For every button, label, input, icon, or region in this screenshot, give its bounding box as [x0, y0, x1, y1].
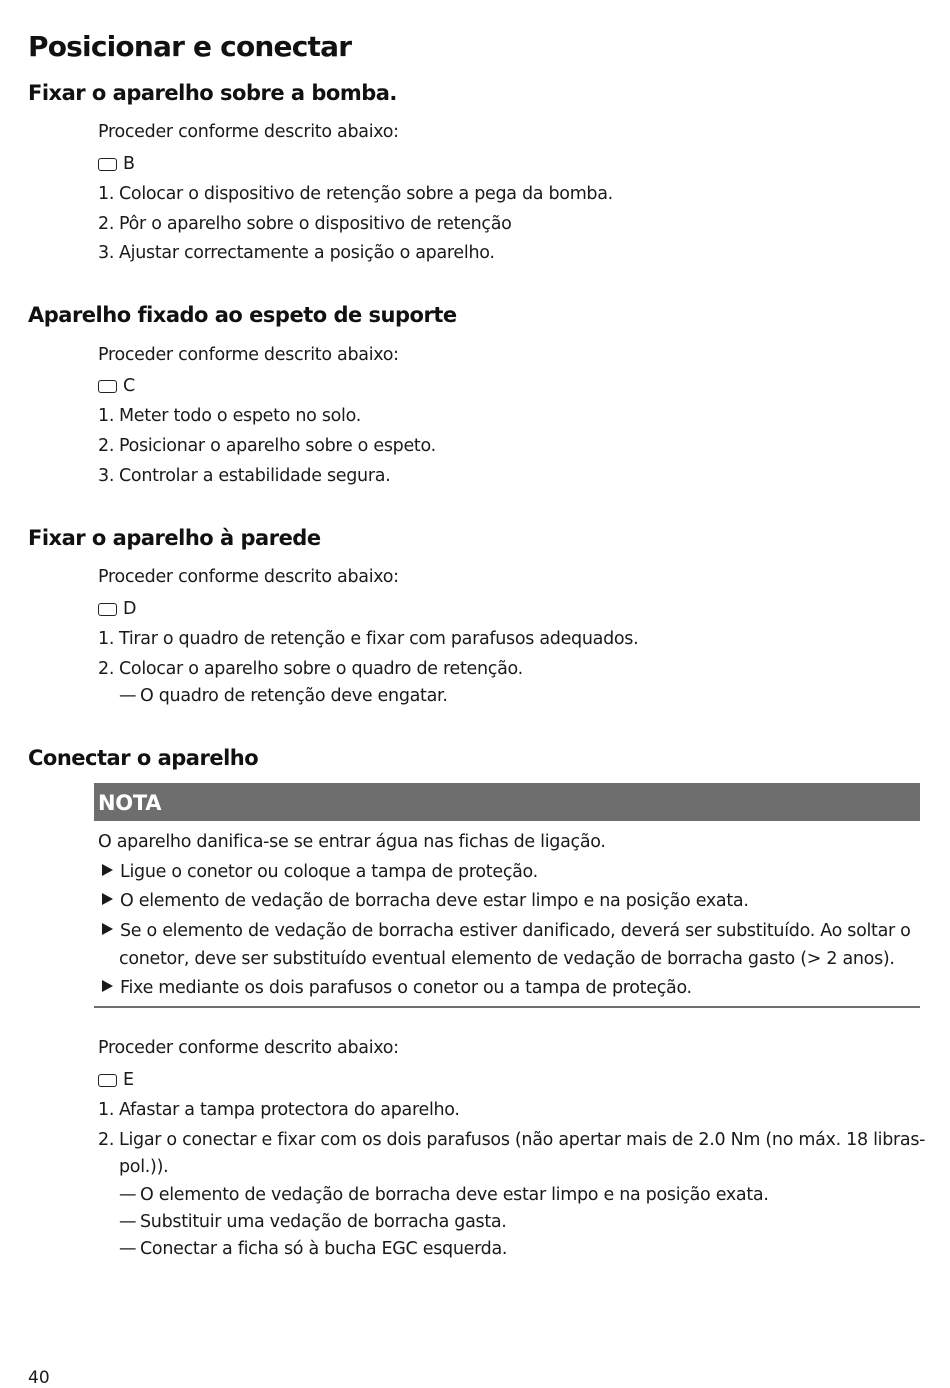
step-continuation: pol.)). [119, 1157, 169, 1177]
section-intro: Proceder conforme descrito abaixo: [98, 345, 399, 365]
figure-label: D [123, 599, 137, 619]
figure-ref [98, 1068, 134, 1092]
section-heading-wall: Fixar o aparelho à parede [28, 526, 321, 550]
section-intro: Proceder conforme descrito abaixo: [98, 567, 399, 587]
sub-item: — O quadro de retenção deve engatar. [119, 686, 448, 706]
note-header: NOTA [94, 783, 920, 821]
figure-label: E [123, 1070, 134, 1090]
step-item: 2. Pôr o aparelho sobre o dispositivo de retenção [98, 214, 512, 234]
figure-label: B [123, 154, 135, 174]
section-heading-spike: Aparelho fixado ao espeto de suporte [28, 303, 457, 327]
page-number: 40 [28, 1368, 50, 1388]
figure-ref [98, 597, 136, 621]
figure-ref [98, 152, 135, 176]
figure-label: C [123, 376, 135, 396]
triangle-bullet-icon [102, 893, 113, 905]
page-title: Posicionar e conectar [28, 30, 352, 63]
note-bottom-rule [94, 1006, 920, 1008]
sub-item: — Substituir uma vedação de borracha gasta. [119, 1212, 507, 1232]
step-item: 2. Ligar o conectar e fixar com os dois parafusos (não apertar mais de 2.0 Nm (no máx. 18 libras- [98, 1130, 926, 1150]
figure-ref [98, 374, 135, 398]
step-item: 1. Tirar o quadro de retenção e fixar com parafusos adequados. [98, 629, 639, 649]
note-bullet: Fixe mediante os dois parafusos o conetor ou a tampa de proteção. [102, 976, 692, 1000]
step-item: 3. Controlar a estabilidade segura. [98, 466, 391, 486]
step-item: 1. Meter todo o espeto no solo. [98, 406, 361, 426]
note-bullet: Ligue o conetor ou coloque a tampa de proteção. [102, 860, 538, 884]
sub-item: — O elemento de vedação de borracha deve estar limpo e na posição exata. [119, 1185, 769, 1205]
figure-icon [98, 603, 117, 616]
step-item: 2. Colocar o aparelho sobre o quadro de retenção. [98, 659, 523, 679]
step-item: 1. Colocar o dispositivo de retenção sobre a pega da bomba. [98, 184, 613, 204]
note-bullet: O elemento de vedação de borracha deve estar limpo e na posição exata. [102, 889, 749, 913]
section-heading-pump: Fixar o aparelho sobre a bomba. [28, 81, 397, 105]
section-intro: Proceder conforme descrito abaixo: [98, 1038, 399, 1058]
triangle-bullet-icon [102, 864, 113, 876]
section-intro: Proceder conforme descrito abaixo: [98, 122, 399, 142]
step-item: 1. Afastar a tampa protectora do aparelho. [98, 1100, 460, 1120]
triangle-bullet-icon [102, 980, 113, 992]
figure-icon [98, 158, 117, 171]
sub-item: — Conectar a ficha só à bucha EGC esquerda. [119, 1239, 508, 1259]
triangle-bullet-icon [102, 923, 113, 935]
section-heading-connect: Conectar o aparelho [28, 746, 259, 770]
note-bullet-continuation: conetor, deve ser substituído eventual elemento de vedação de borracha gasto (> 2 anos). [119, 949, 895, 969]
note-bullet: Se o elemento de vedação de borracha estiver danificado, deverá ser substituído. Ao soltar o [102, 919, 911, 943]
step-item: 3. Ajustar correctamente a posição o aparelho. [98, 243, 495, 263]
figure-icon [98, 1074, 117, 1087]
note-text: O aparelho danifica-se se entrar água nas fichas de ligação. [98, 832, 606, 852]
figure-icon [98, 380, 117, 393]
step-item: 2. Posicionar o aparelho sobre o espeto. [98, 436, 436, 456]
